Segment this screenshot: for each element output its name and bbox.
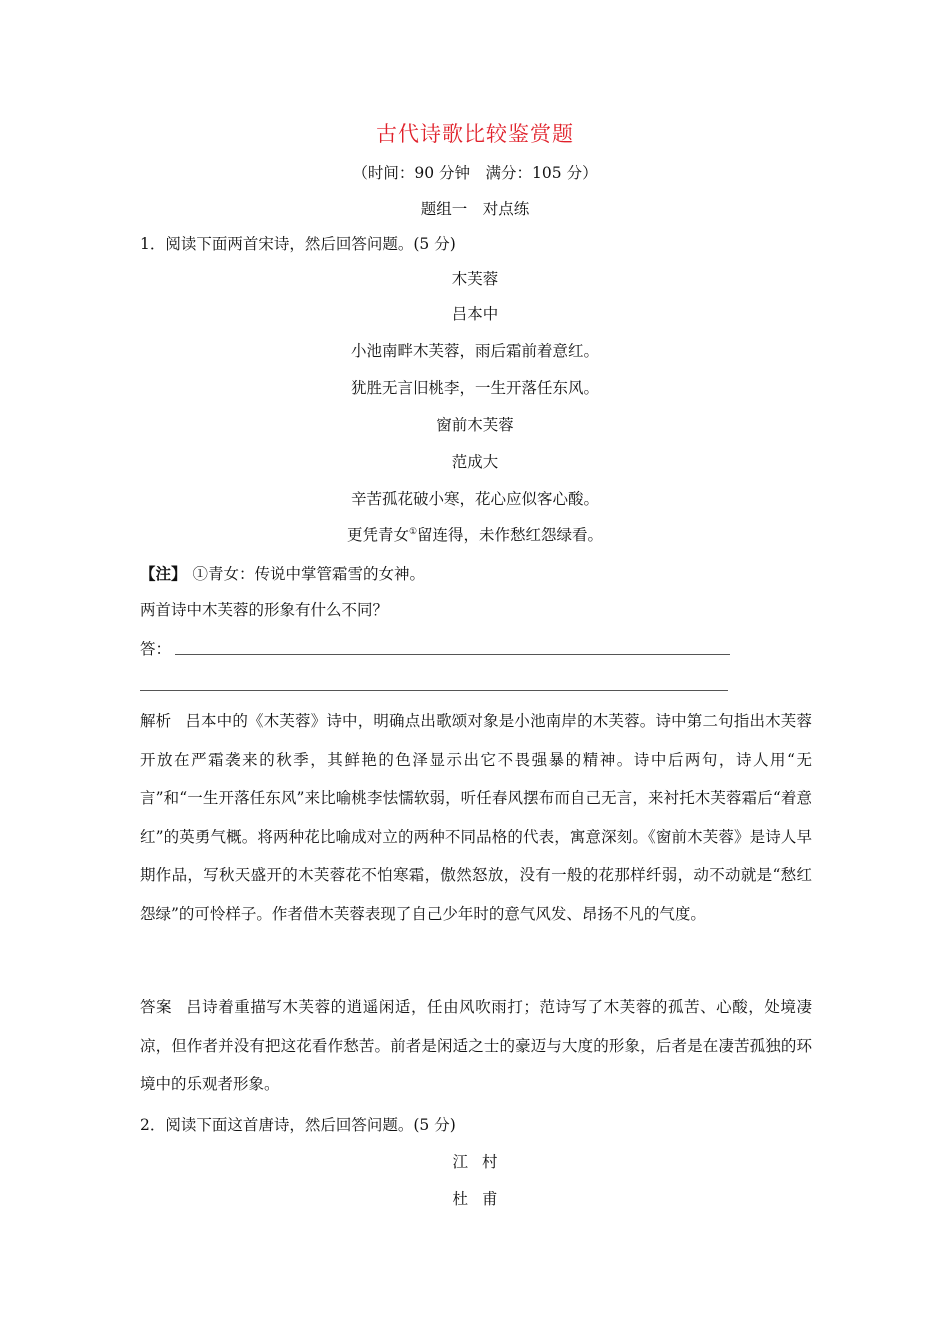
poem-3-author [0,1189,950,1209]
footnote-marker: ① [408,526,418,537]
poem-2-line: 辛苦孤花破小寒，花心应似客心酸。 [350,490,599,508]
poem-2-title: 窗前木芙蓉 [436,416,514,434]
analysis-label: 解析 [140,712,172,730]
answer-key-paragraph [140,988,812,1104]
poem-3-title-text: 江村 [452,1153,512,1171]
footnote-label: 【注】 [140,565,187,583]
document-subtitle: （时间：90 分钟 满分：105 分） [352,164,598,182]
poem-1-line: 犹胜无言旧桃李，一生开落任东风。 [350,379,599,397]
question-1-prompt: 1．阅读下面两首宋诗，然后回答问题。(5 分) [140,235,456,253]
footnote-text: ①青女：传说中掌管霜雪的女神。 [192,565,426,583]
analysis-text: 吕本中的《木芙蓉》诗中，明确点出歌颂对象是小池南岸的木芙蓉。诗中第二句指出木芙蓉开放在严霜袭来的秋季，其鲜艳的色泽显示出它不畏强暴的精神。诗中后两句，诗人用“无言”和“一生开落任东风”来比喻桃李怯懦软弱，听任春风摆布而自己无言，来衬托木芙蓉霜后“着意红”的英勇气概。将两种花比喻成对立的两种不同品格的代表，寓意深刻。《窗前木芙蓉》是诗人早期作品，写秋天盛开的木芙蓉花不怕寒霜，傲然怒放，没有一般的花那样纤弱，动不动就是“愁红怨绿”的可怜样子。作者借木芙蓉表现了自己少年时的意气风发、昂扬不凡的气度。 [140,712,812,923]
section-heading: 题组一 对点练 [420,200,530,218]
poem-3-title [0,1152,950,1172]
answer-key-text: 吕诗着重描写木芙蓉的逍遥闲适，任由风吹雨打；范诗写了木芙蓉的孤苦、心酸，处境凄凉，但作者并没有把这花看作愁苦。前者是闲适之士的豪迈与大度的形象，后者是在凄苦孤独的环境中的乐观者形象。 [140,998,812,1093]
answer-blank-line[interactable] [175,654,730,655]
poem-1-title: 木芙蓉 [451,270,499,288]
poem-2-author: 范成大 [451,453,499,471]
poem-2-line-part: 留连得，未作愁红怨绿看。 [417,526,604,544]
analysis-paragraph [140,702,812,933]
document-title: 古代诗歌比较鉴赏题 [376,122,574,146]
poem-1-line: 小池南畔木芙蓉，雨后霜前着意红。 [350,342,599,360]
answer-field[interactable] [140,637,730,659]
footnote [140,564,820,584]
poem-2-line-part: 更凭青女 [346,526,409,544]
poem-2-line [0,525,950,545]
question-1-question: 两首诗中木芙蓉的形象有什么不同？ [140,601,389,619]
answer-key-label: 答案 [140,998,173,1016]
poem-1-author: 吕本中 [451,305,499,323]
question-2-prompt: 2．阅读下面这首唐诗，然后回答问题。(5 分) [140,1116,456,1134]
answer-label: 答： [140,640,172,658]
answer-blank-line[interactable] [140,690,728,691]
poem-3-author-text: 杜甫 [452,1190,512,1208]
